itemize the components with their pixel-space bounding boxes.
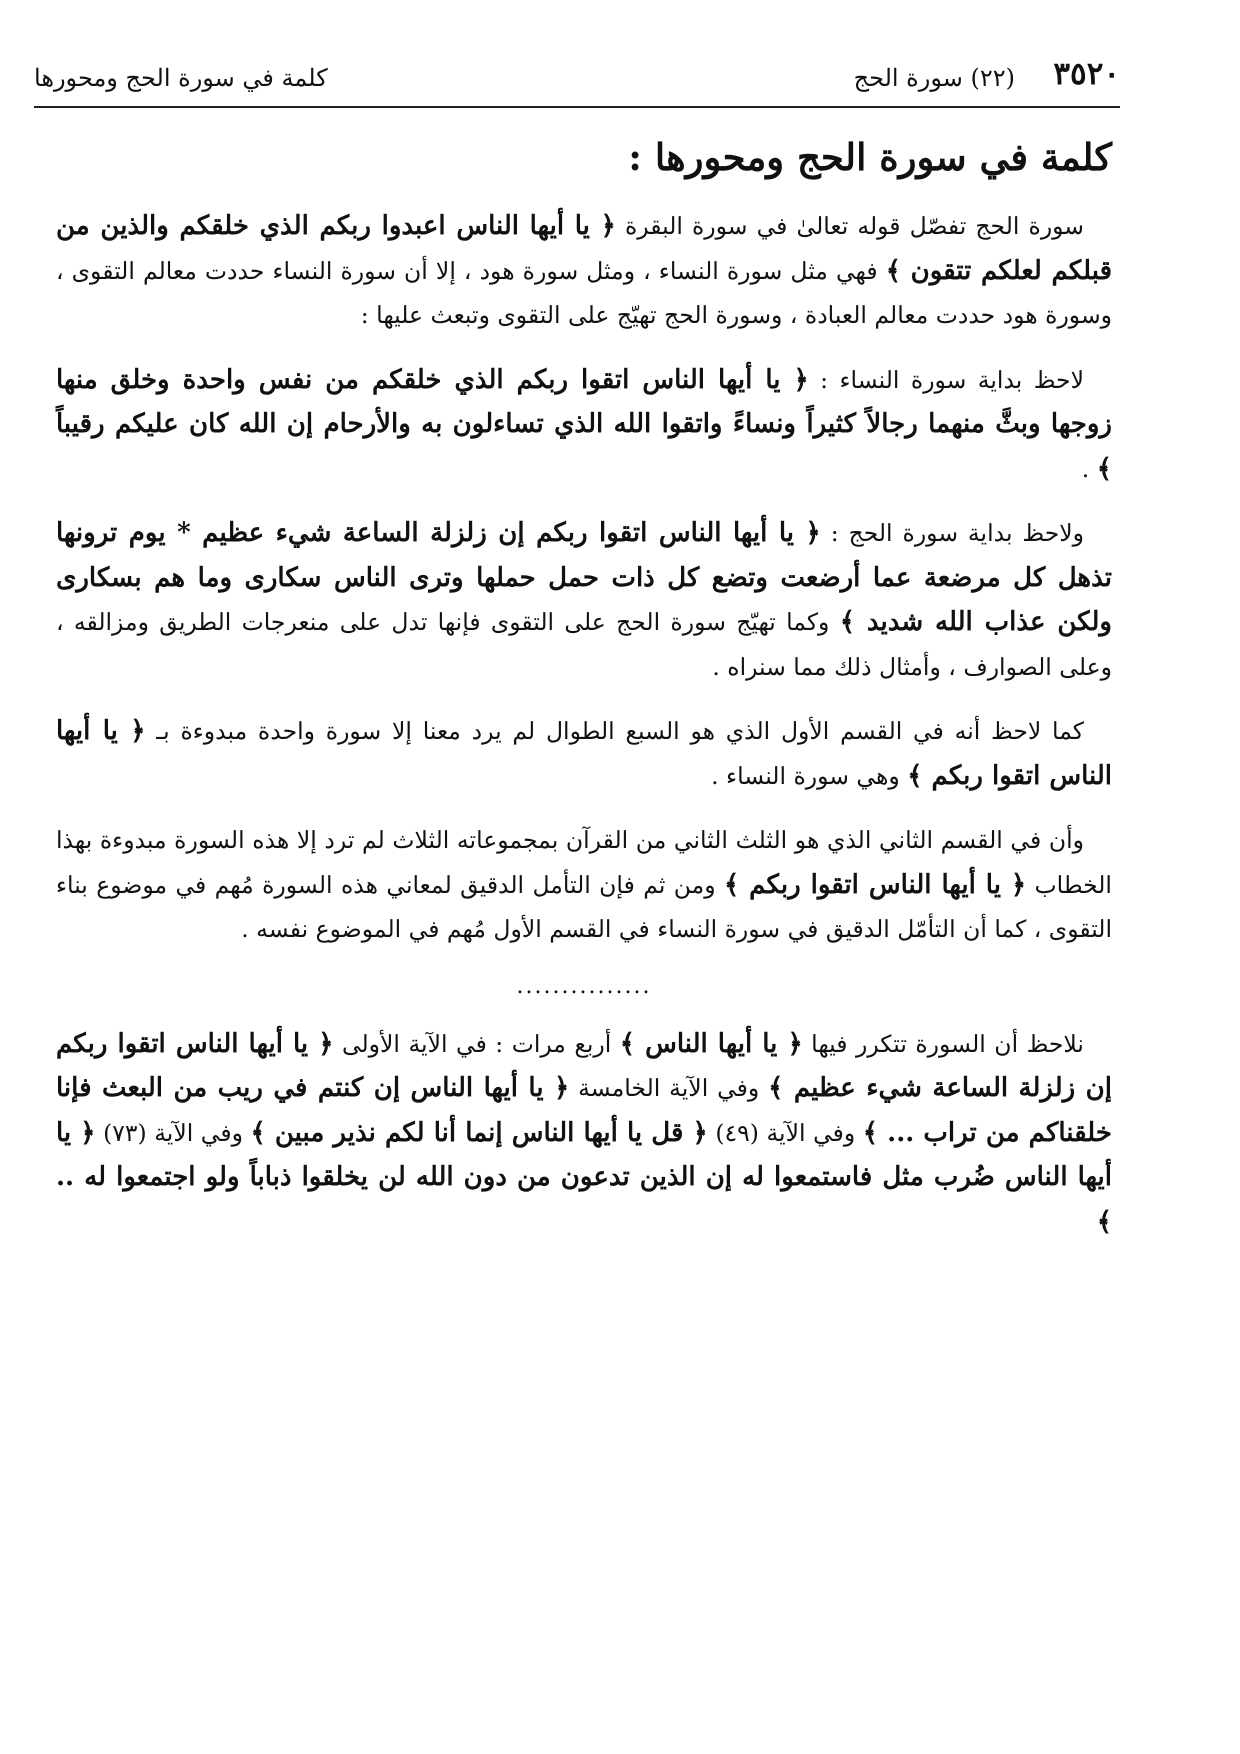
quran-verse: ﴿ يا أيها الناس ضُرب مثل فاستمعوا له إن الذين تدعون من دون الله لن يخلقوا ذباباً ولو اجتمعوا له .. ﴾: [56, 1117, 1112, 1237]
paragraph-text: سورة الحج تفصّل قوله تعالىٰ في سورة البقرة: [624, 212, 1084, 240]
paragraph-text: نلاحظ أن السورة تتكرر فيها: [811, 1029, 1084, 1058]
paragraph-text: وفي الآية (٤٩): [715, 1118, 856, 1147]
quran-verse: ﴿ يا أيها الناس اتقوا ربكم ﴾: [56, 716, 1112, 791]
paragraph-2: [56, 358, 1112, 492]
quran-verse: ﴿ يا أيها الناس إن كنتم في ريب من البعث فإنا خلقناكم من تراب ... ﴾: [56, 1073, 1112, 1148]
paragraph-text: وفي الآية الخامسة: [578, 1074, 760, 1102]
paragraph-5: [56, 818, 1112, 952]
paragraph-text: وهي سورة النساء .: [711, 761, 900, 790]
paragraph-text: وأن في القسم الثاني الذي هو الثلث الثاني من القرآن بمجموعاته الثلاث لم ترد إلا هذه السورة مبدوءة بهذا الخطاب: [56, 826, 1112, 899]
page-number: ٣٥٢٠: [1053, 56, 1120, 92]
section-separator: ...............: [516, 973, 652, 999]
header-topic-label: كلمة في سورة الحج ومحورها: [34, 64, 328, 92]
section-heading: كلمة في سورة الحج ومحورها :: [628, 135, 1112, 179]
paragraph-text: وكما تهيّج سورة الحج على التقوى فإنها تدل على منعرجات الطريق ومزالقه ، وعلى الصوارف ، وأمثال ذلك مما سنراه .: [56, 608, 1112, 681]
header-divider: [34, 106, 1120, 108]
quran-verse: ﴿ يا أيها الناس اتقوا ربكم إن زلزلة الساعة شيء عظيم * يوم ترونها تذهل كل مرضعة عما أرضعت وتضع كل ذات حمل حملها وترى الناس سكارى وما هم بسكارى ولكن عذاب الله شديد ﴾: [56, 518, 1112, 637]
page-body: [56, 128, 1112, 1264]
quran-verse: ﴿ يا أيها الناس اتقوا ربكم ﴾: [723, 869, 1027, 900]
paragraph-text: لاحظ بداية سورة النساء :: [820, 365, 1084, 394]
quran-verse: ﴿ يا أيها الناس اتقوا ربكم إن زلزلة الساعة شيء عظيم ﴾: [56, 1028, 1112, 1103]
paragraph-4: [56, 709, 1112, 798]
paragraph-3: [56, 511, 1112, 689]
paragraph-1: [56, 204, 1112, 338]
quran-verse: ﴿ يا أيها الناس ﴾: [619, 1028, 803, 1059]
paragraph-text: .: [1081, 454, 1090, 483]
paragraph-text: ومن ثم فإن التأمل الدقيق لمعاني هذه السورة مُهم في موضوع بناء التقوى ، كما أن التأمّل الدقيق في سورة النساء في القسم الأول مُهم في الموضوع نفسه .: [56, 870, 1112, 943]
paragraph-text: ولاحظ بداية سورة الحج :: [830, 519, 1084, 547]
quran-verse: ﴿ يا أيها الناس اتقوا ربكم الذي خلقكم من نفس واحدة وخلق منها زوجها وبثَّ منهما رجالاً كثيراً ونساءً واتقوا الله الذي تساءلون به والأرحام إن الله كان عليكم رقيباً ﴾: [56, 364, 1112, 484]
header-surah-label: (٢٢) سورة الحج: [853, 64, 1015, 92]
quran-verse: ﴿ يا أيها الناس اعبدوا ربكم الذي خلقكم والذين من قبلكم لعلكم تتقون ﴾: [56, 211, 1112, 286]
quran-verse: ﴿ قل يا أيها الناس إنما أنا لكم نذير مبين ﴾: [250, 1117, 708, 1148]
paragraph-text: كما لاحظ أنه في القسم الأول الذي هو السبع الطوال لم يرد معنا إلا سورة واحدة مبدوءة بـ: [156, 717, 1084, 745]
paragraph-text: وفي الآية (٧٣): [103, 1118, 243, 1147]
paragraph-text: أربع مرات : في الآية الأولى: [341, 1029, 612, 1058]
paragraph-text: فهي مثل سورة النساء ، ومثل سورة هود ، إلا أن سورة النساء حددت معالم التقوى ، وسورة هود حددت معالم العبادة ، وسورة الحج تهيّج على التقوى وتبعث عليها :: [56, 256, 1112, 329]
running-header: [34, 56, 1120, 106]
paragraph-6: [56, 1022, 1112, 1245]
